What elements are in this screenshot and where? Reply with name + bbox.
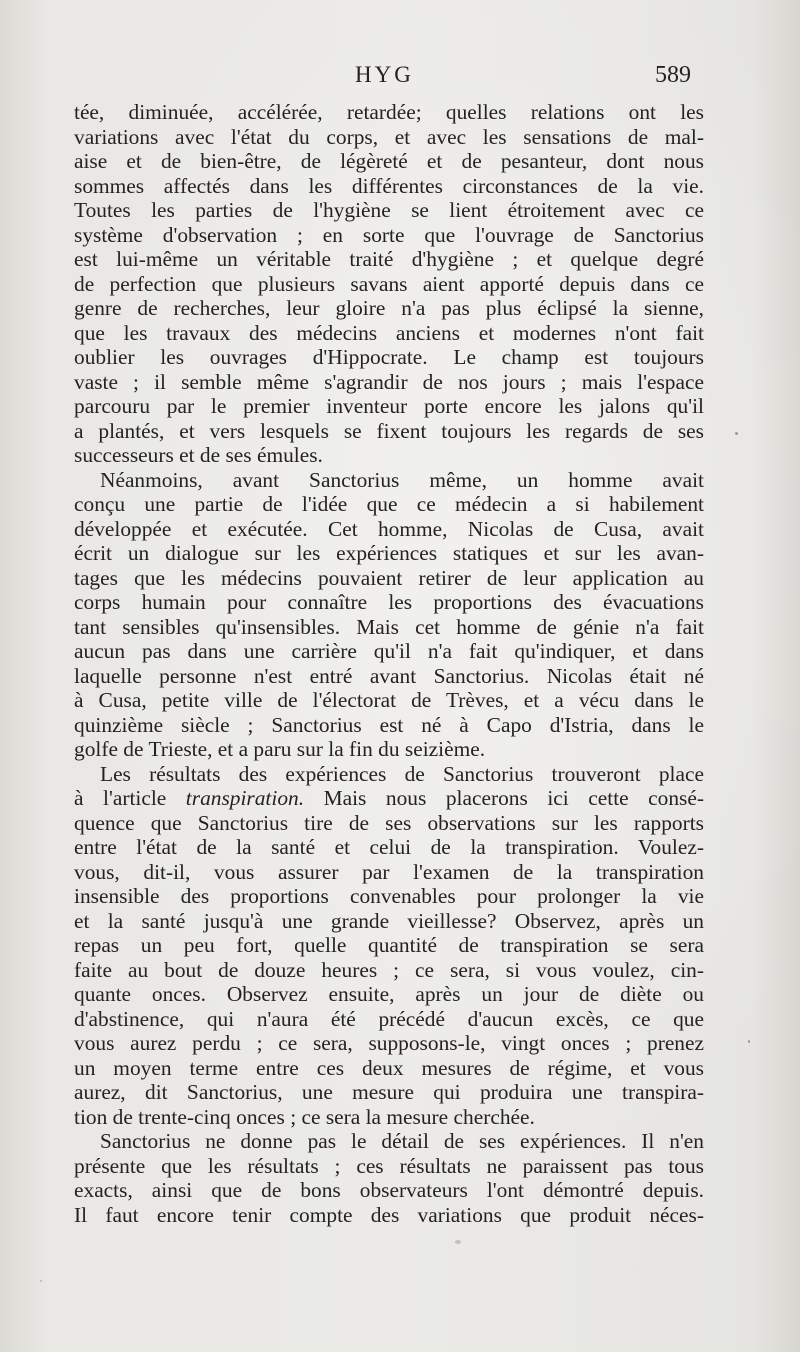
paragraph-4	[74, 1129, 704, 1227]
text-line: que les travaux des médecins anciens et modernes n'ont fait	[74, 320, 704, 345]
text-line: tant sensibles qu'insensibles. Mais cet homme de génie n'a fait	[74, 614, 704, 639]
text-line: présente que les résultats ; ces résultats ne paraissent pas tous	[74, 1153, 704, 1178]
text-line: vous aurez perdu ; ce sera, supposons-le, vingt onces ; prenez	[74, 1031, 704, 1055]
text-line: exacts, ainsi que de bons observateurs l'ont démontré depuis.	[74, 1178, 704, 1202]
text-line: système d'observation ; en sorte que l'ouvrage de Sanctorius	[74, 222, 704, 247]
text-line: faite au bout de douze heures ; ce sera, si vous voulez, cin-	[74, 957, 704, 982]
paper-speck	[735, 432, 738, 435]
text-line: à Cusa, petite ville de l'électorat de Trèves, et a vécu dans le	[74, 688, 704, 712]
paragraph-2	[74, 468, 704, 762]
text-line: écrit un dialogue sur les expériences statiques et sur les avan-	[74, 541, 704, 565]
text-line-with-italic	[74, 786, 704, 811]
text-line: Toutes les parties de l'hygiène se lient étroitement avec ce	[74, 198, 704, 222]
text-line: successeurs et de ses émules.	[74, 443, 323, 467]
text-line: aurez, dit Sanctorius, une mesure qui produira une transpira-	[74, 1080, 704, 1104]
running-head	[0, 62, 800, 96]
text-line: sommes affectés dans les différentes circonstances de la vie.	[74, 173, 704, 198]
text-line: tée, diminuée, accélérée, retardée; quelles relations ont les	[74, 100, 704, 124]
text-line: golfe de Trieste, et a paru sur la fin du seizième.	[74, 737, 486, 761]
text-line: laquelle personne n'est entré avant Sanctorius. Nicolas était né	[74, 663, 704, 688]
italic-term: transpiration.	[185, 786, 305, 810]
text-line: variations avec l'état du corps, et avec les sensations de mal-	[74, 124, 704, 149]
text-line: quante onces. Observez ensuite, après un jour de diète ou	[74, 982, 704, 1006]
page-number: 589	[655, 62, 691, 88]
body-text	[74, 100, 704, 1227]
text-line: tion de trente-cinq onces ; ce sera la mesure cherchée.	[74, 1104, 535, 1129]
paragraph-1	[74, 100, 704, 468]
text-line: tages que les médecins pouvaient retirer de leur application au	[74, 565, 704, 590]
text-line: repas un peu fort, quelle quantité de transpiration se sera	[74, 933, 704, 957]
text-line: Il faut encore tenir compte des variations que produit néces-	[74, 1202, 704, 1227]
text-line: a plantés, et vers lesquels se fixent toujours les regards de ses	[74, 418, 704, 443]
text-line: aucun pas dans une carrière qu'il n'a fait qu'indiquer, et dans	[74, 639, 704, 663]
text-line: vaste ; il semble même s'agrandir de nos jours ; mais l'espace	[74, 369, 704, 394]
text-line: entre l'état de la santé et celui de la transpiration. Voulez-	[74, 835, 704, 859]
text-line: et la santé jusqu'à une grande vieillesse? Observez, après un	[74, 908, 704, 933]
text-line: Les résultats des expériences de Sanctorius trouveront place	[100, 761, 704, 786]
text-line: un moyen terme entre ces deux mesures de régime, et vous	[74, 1055, 704, 1080]
text-fragment: à l'article	[74, 786, 186, 810]
text-line: oublier les ouvrages d'Hippocrate. Le champ est toujours	[74, 345, 704, 369]
text-fragment: Mais nous placerons ici cette consé-	[304, 786, 704, 810]
paper-speck	[455, 1240, 461, 1244]
text-line: parcouru par le premier inventeur porte encore les jalons qu'il	[74, 394, 704, 418]
text-line: Sanctorius ne donne pas le détail de ses expériences. Il n'en	[100, 1129, 704, 1153]
paragraph-3	[74, 762, 704, 1130]
text-line: quinzième siècle ; Sanctorius est né à Capo d'Istria, dans le	[74, 712, 704, 737]
running-head-title: HYG	[355, 62, 414, 87]
text-line: genre de recherches, leur gloire n'a pas plus éclipsé la sienne,	[74, 296, 704, 320]
paper-speck	[748, 1040, 750, 1043]
text-line: quence que Sanctorius tire de ses observations sur les rapports	[74, 810, 704, 835]
paper-speck	[40, 1280, 42, 1282]
text-line: Néanmoins, avant Sanctorius même, un homme avait	[100, 467, 704, 492]
text-line: de perfection que plusieurs savans aient apporté depuis dans ce	[74, 271, 704, 296]
text-line: développée et exécutée. Cet homme, Nicolas de Cusa, avait	[74, 516, 704, 541]
text-line: conçu une partie de l'idée que ce médecin a si habilement	[74, 492, 704, 516]
text-line: est lui-même un véritable traité d'hygiène ; et quelque degré	[74, 247, 704, 271]
text-line: corps humain pour connaître les proportions des évacuations	[74, 590, 704, 614]
text-line: d'abstinence, qui n'aura été précédé d'aucun excès, ce que	[74, 1006, 704, 1031]
text-line: insensible des proportions convenables pour prolonger la vie	[74, 884, 704, 908]
text-line: vous, dit-il, vous assurer par l'examen de la transpiration	[74, 859, 704, 884]
text-line: aise et de bien-être, de légèreté et de pesanteur, dont nous	[74, 149, 704, 173]
